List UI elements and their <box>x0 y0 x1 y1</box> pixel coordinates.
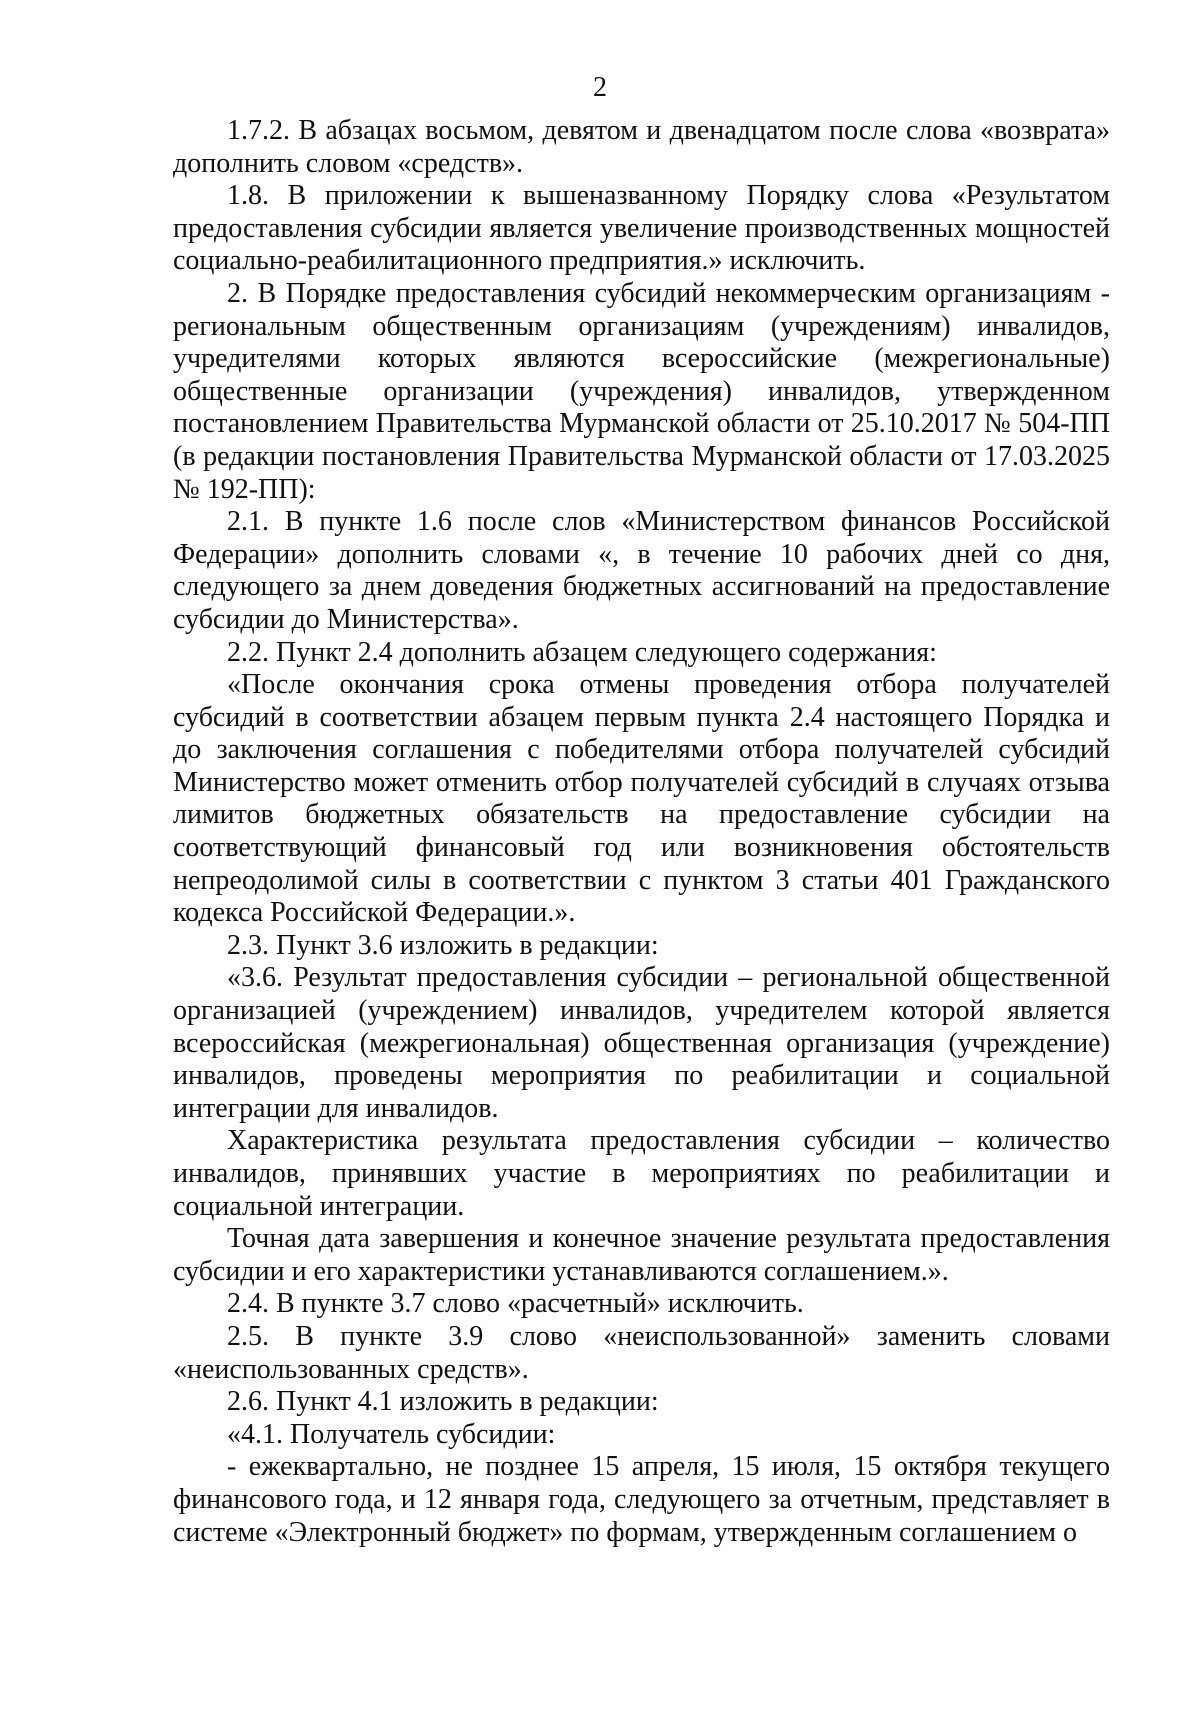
paragraph-2-4: 2.4. В пункте 3.7 слово «расчетный» исключить. <box>227 1288 804 1320</box>
paragraph-2-2-quote: «После окончания срока отмены проведения отбора получателей субсидий в соответствии абзацем первым пункта 2.4 настоящего Порядка и до заключения соглашения с победителями отбора получателей субсидий Министерство может отменить отбор получателей субсидий в случаях отзыва лимитов бюджетных обязательств на предоставление субсидии на соответствующий финансовый год или возникновения обстоятельств непреодолимой силы в соответствии с пунктом 3 статьи 401 Гражданского кодекса Российской Федерации.». <box>173 669 1110 929</box>
document-body <box>173 115 1110 1549</box>
page-number: 2 <box>593 72 607 103</box>
paragraph-exact-date: Точная дата завершения и конечное значение результата предоставления субсидии и его характеристики устанавливаются соглашением.». <box>173 1223 1110 1287</box>
paragraph-1-8: 1.8. В приложении к вышеназванному Порядку слова «Результатом предоставления субсидии является увеличение производственных мощностей социально-реабилитационного предприятия.» исключить. <box>173 180 1110 277</box>
paragraph-2-3: 2.3. Пункт 3.6 изложить в редакции: <box>227 929 659 961</box>
paragraph-2: 2. В Порядке предоставления субсидий некоммерческим организациям - региональным общественным организациям (учреждениям) инвалидов, учредителями которых являются всероссийские (межрегиональные) общественные организации (учреждения) инвалидов, утвержденном постановлением Правительства Мурманской области от 25.10.2017 № 504-ПП (в редакции постановления Правительства Мурманской области от 17.03.2025 № 192-ПП): <box>173 277 1110 505</box>
paragraph-2-2: 2.2. Пункт 2.4 дополнить абзацем следующего содержания: <box>227 636 937 668</box>
paragraph-2-6: 2.6. Пункт 4.1 изложить в редакции: <box>227 1386 659 1418</box>
paragraph-result-characteristic: Характеристика результата предоставления субсидии – количество инвалидов, принявших участие в мероприятиях по реабилитации и социальной интеграции. <box>173 1125 1110 1222</box>
paragraph-quarterly: - ежеквартально, не позднее 15 апреля, 15 июля, 15 октября текущего финансового года, и 12 января года, следующего за отчетным, представляет в системе «Электронный бюджет» по формам, утвержденным соглашением о <box>173 1451 1110 1548</box>
paragraph-3-6-quote: «3.6. Результат предоставления субсидии – региональной общественной организацией (учреждением) инвалидов, учредителем которой является всероссийская (межрегиональная) общественная организация (учреждение) инвалидов, проведены мероприятия по реабилитации и социальной интеграции для инвалидов. <box>173 962 1110 1124</box>
paragraph-4-1-quote: «4.1. Получатель субсидии: <box>227 1418 556 1450</box>
paragraph-2-5: 2.5. В пункте 3.9 слово «неиспользованной» заменить словами «неиспользованных средств». <box>173 1320 1110 1385</box>
paragraph-1-7-2: 1.7.2. В абзацах восьмом, девятом и двенадцатом после слова «возврата» дополнить словом «средств». <box>173 115 1110 179</box>
paragraph-2-1: 2.1. В пункте 1.6 после слов «Министерством финансов Российской Федерации» дополнить словами «, в течение 10 рабочих дней со дня, следующего за днем доведения бюджетных ассигнований на предоставление субсидии до Министерства». <box>173 506 1110 635</box>
